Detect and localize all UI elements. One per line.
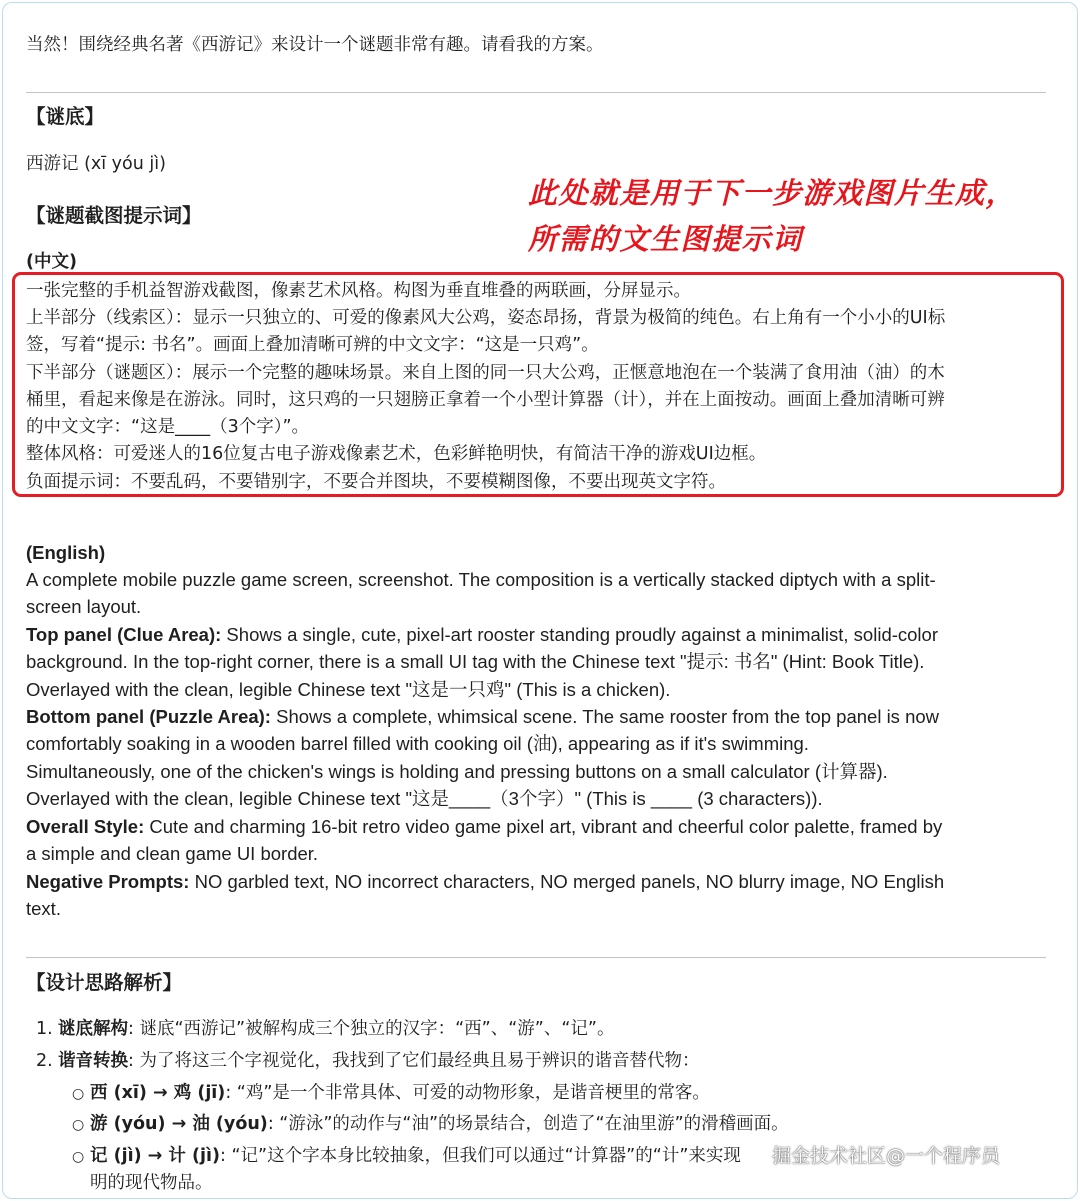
- list-item: ○ 西 (xī) → 鸡 (jī): “鸡”是一个非常具体、可爱的动物形象，是谐音梗里的常客。: [72, 1083, 710, 1103]
- annotation-line-1: 此处就是用于下一步游戏图片生成，: [528, 176, 1017, 210]
- en-line: Overlayed with the clean, legible Chinese text "这是____（3个字）" (This is ____ (3 characters)).: [26, 788, 823, 809]
- en-line: Top panel (Clue Area): Shows a single, cute, pixel-art rooster standing proudly against a minimalist, solid-color: [26, 624, 938, 645]
- answer-text: 西游记 (xī yóu jì): [26, 154, 166, 174]
- intro-text: 当然！围绕经典名著《西游记》来设计一个谜题非常有趣。请看我的方案。: [26, 35, 604, 55]
- list-item-continuation: 明的现代物品。: [90, 1173, 213, 1193]
- en-line: comfortably soaking in a wooden barrel filled with cooking oil (油), appearing as if it's swimming.: [26, 733, 809, 754]
- cn-line: 一张完整的手机益智游戏截图，像素艺术风格。构图为垂直堆叠的两联画，分屏显示。: [26, 281, 691, 301]
- top-panel-label: Top panel (Clue Area):: [26, 624, 222, 645]
- en-line: Simultaneously, one of the chicken's wings is holding and pressing buttons on a small calculator (计算器).: [26, 761, 888, 782]
- bottom-panel-label: Bottom panel (Puzzle Area):: [26, 706, 271, 727]
- divider: [26, 92, 1046, 93]
- answer-heading: 【谜底】: [26, 105, 105, 128]
- watermark: 掘金技术社区@一个程序员: [772, 1145, 1001, 1167]
- en-label: (English): [26, 542, 106, 563]
- en-line: a simple and clean game UI border.: [26, 843, 319, 864]
- cn-line: 签，写着“提示: 书名”。画面上叠加清晰可辨的中文文字：“这是一只鸡”。: [26, 335, 599, 355]
- cn-line: 整体风格：可爱迷人的16位复古电子游戏像素艺术，色彩鲜艳明快，有简洁干净的游戏UI边框。: [26, 444, 767, 464]
- overall-style-label: Overall Style:: [26, 816, 145, 837]
- list-item: 1. 谜底解构: 谜底“西游记”被解构成三个独立的汉字：“西”、“游”、“记”。: [36, 1019, 615, 1039]
- cn-line: 下半部分（谜题区）：展示一个完整的趣味场景。来自上图的同一只大公鸡，正惬意地泡在一个装满了食用油（油）的木: [26, 363, 945, 383]
- cn-line: 负面提示词：不要乱码，不要错别字，不要合并图块，不要模糊图像，不要出现英文字符。: [26, 472, 726, 492]
- circle-bullet-icon: ○: [72, 1117, 85, 1133]
- list-item: ○ 游 (yóu) → 油 (yóu): “游泳”的动作与“油”的场景结合，创造了“在油里游”的滑稽画面。: [72, 1114, 789, 1134]
- design-heading: 【设计思路解析】: [26, 971, 183, 994]
- cn-label: (中文): [26, 252, 77, 272]
- en-line: background. In the top-right corner, there is a small UI tag with the Chinese text "提示: 书名" (Hint: Book Title).: [26, 651, 925, 672]
- circle-bullet-icon: ○: [72, 1086, 85, 1102]
- en-line: screen layout.: [26, 596, 142, 617]
- en-line: text.: [26, 898, 61, 919]
- en-line: Overlayed with the clean, legible Chinese text "这是一只鸡" (This is a chicken).: [26, 679, 671, 700]
- cn-line: 桶里，看起来像是在游泳。同时，这只鸡的一只翅膀正拿着一个小型计算器（计），并在上面按动。画面上叠加清晰可辨: [26, 390, 945, 410]
- annotation-line-2: 所需的文生图提示词: [528, 222, 803, 256]
- negative-prompts-label: Negative Prompts:: [26, 871, 190, 892]
- list-item: ○ 记 (jì) → 计 (jì): “记”这个字本身比较抽象，但我们可以通过“计算器”的“计”来实现: [72, 1146, 741, 1166]
- en-line: Overall Style: Cute and charming 16-bit retro video game pixel art, vibrant and cheerful color palette, framed by: [26, 816, 943, 837]
- prompt-heading: 【谜题截图提示词】: [26, 204, 202, 227]
- en-line: Bottom panel (Puzzle Area): Shows a complete, whimsical scene. The same rooster from the top panel is now: [26, 706, 940, 727]
- en-line: A complete mobile puzzle game screen, screenshot. The composition is a vertically stacked diptych with a split-: [26, 569, 936, 590]
- cn-line: 的中文文字：“这是____（3个字）”。: [26, 417, 310, 437]
- circle-bullet-icon: ○: [72, 1149, 85, 1165]
- list-item: 2. 谐音转换: 为了将这三个字视觉化，我找到了它们最经典且易于辨识的谐音替代物：: [36, 1051, 700, 1071]
- divider: [26, 957, 1046, 958]
- cn-line: 上半部分（线索区）：显示一只独立的、可爱的像素风大公鸡，姿态昂扬，背景为极简的纯色。右上角有一个小小的UI标: [26, 308, 946, 328]
- en-line: Negative Prompts: NO garbled text, NO incorrect characters, NO merged panels, NO blurry image, NO English: [26, 871, 945, 892]
